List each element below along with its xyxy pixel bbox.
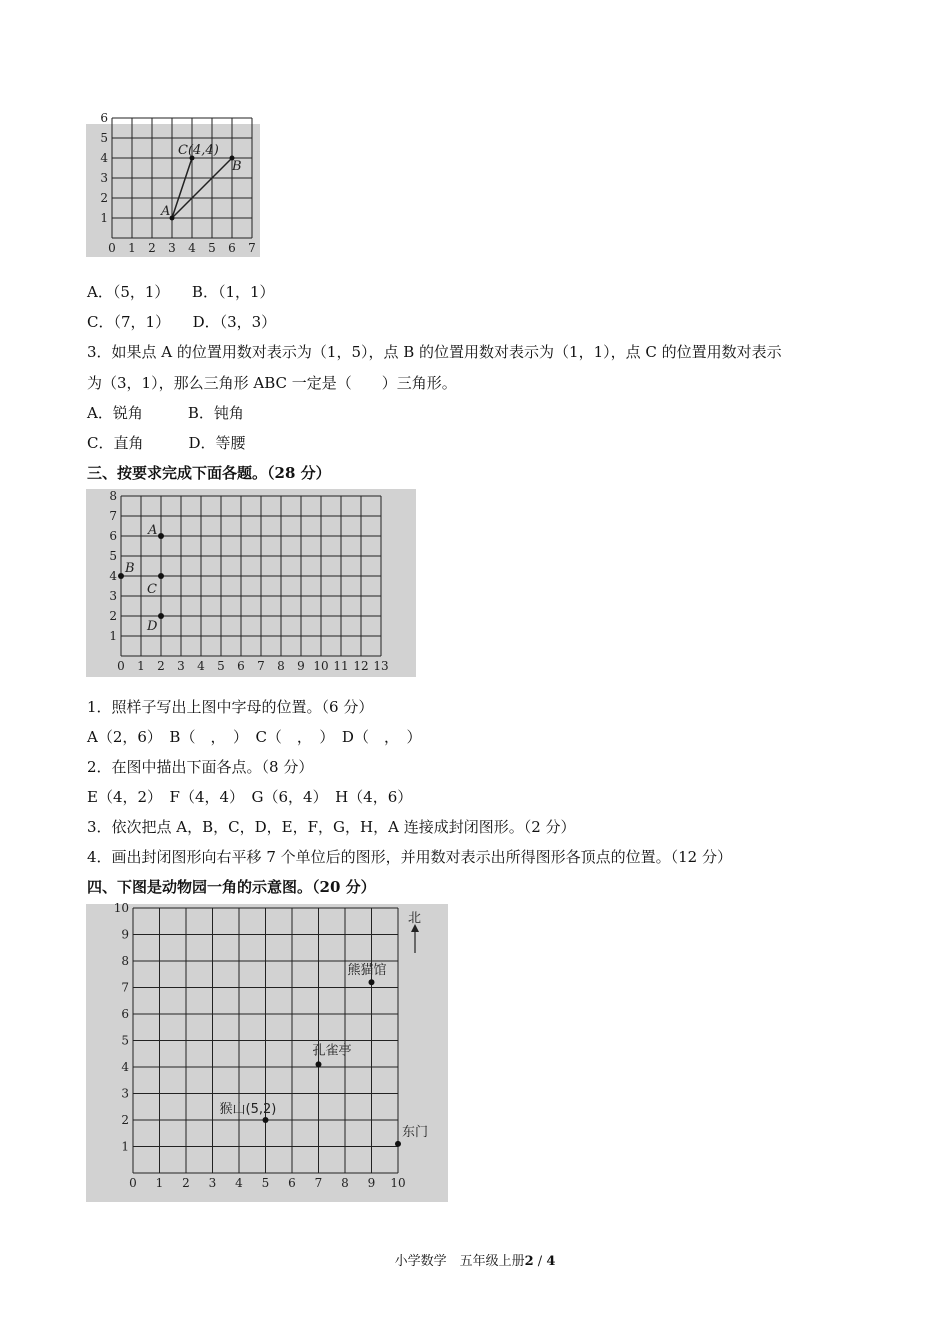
fig3-x-tick: 10 — [390, 1176, 406, 1190]
fig1-x-tick: 3 — [168, 241, 176, 255]
section3-q4: 4．画出封闭图形向右平移 7 个单位后的图形，并用数对表示出所得图形各顶点的位置。（12 分） — [87, 848, 732, 866]
figure3-svg — [86, 901, 448, 1202]
fig1-y-tick: 1 — [100, 211, 108, 225]
fig2-y-tick: 5 — [109, 549, 117, 563]
fig3-y-tick: 4 — [121, 1060, 129, 1074]
fig2-point-C — [158, 573, 164, 579]
section3-q3: 3．依次把点 A，B，C，D，E，F，G，H，A 连接成封闭图形。（2 分） — [87, 818, 576, 836]
figure1-svg — [86, 111, 260, 257]
fig1-segment-AB — [172, 158, 232, 218]
fig2-label-B: B — [125, 561, 135, 576]
fig3-grid — [133, 908, 398, 1173]
fig2-x-tick: 12 — [353, 659, 369, 673]
fig3-y-tick: 6 — [121, 1007, 129, 1021]
fig2-y-tick: 8 — [109, 489, 117, 503]
fig3-point-peacock-pavilion — [316, 1061, 322, 1067]
fig2-y-tick: 1 — [109, 629, 117, 643]
north-label: 北 — [408, 911, 422, 926]
footer-page-sep: / — [533, 1254, 547, 1269]
fig2-x-tick: 13 — [373, 659, 389, 673]
section3-q1: 1．照样子写出上图中字母的位置。（6 分） — [87, 698, 374, 716]
figure-coordinate-triangle — [86, 111, 260, 257]
fig2-point-A — [158, 533, 164, 539]
fig1-y-tick: 6 — [100, 111, 108, 125]
q2-options-row1: A．（5，1） B．（1，1） — [87, 283, 275, 301]
fig2-x-tick: 10 — [313, 659, 329, 673]
section3-q2-points: E（4，2） F（4，4） G（6，4） H（4，6） — [87, 788, 413, 806]
fig1-x-tick: 7 — [248, 241, 256, 255]
q3-stem-line2: 为（3，1），那么三角形 ABC 一定是（ ）三角形。 — [87, 374, 457, 392]
fig1-x-tick: 1 — [128, 241, 136, 255]
fig2-x-tick: 4 — [197, 659, 205, 673]
fig3-x-tick: 2 — [182, 1176, 190, 1190]
fig3-y-tick: 8 — [121, 954, 129, 968]
section3-q1-answer: A（2，6） B（ ， ） C（ ， ） D（ ， ） — [87, 728, 422, 746]
fig1-x-tick: 5 — [208, 241, 216, 255]
fig3-label-east-gate: 东门 — [402, 1124, 429, 1140]
fig3-x-tick: 7 — [314, 1176, 323, 1190]
fig2-x-tick: 3 — [177, 659, 185, 673]
fig3-y-tick: 7 — [121, 980, 129, 995]
fig3-x-tick: 5 — [261, 1176, 270, 1190]
section4-title: 四、下图是动物园一角的示意图。（20 分） — [87, 878, 376, 896]
q3-options-row1: A．锐角 B．钝角 — [87, 404, 244, 422]
fig3-x-tick: 4 — [235, 1176, 243, 1190]
section3-q2: 2．在图中描出下面各点。（8 分） — [87, 758, 314, 776]
fig3-y-tick: 10 — [113, 901, 129, 915]
fig2-y-tick: 6 — [109, 529, 117, 543]
figure2-svg — [86, 489, 416, 677]
fig3-label-peacock-pavilion: 孔雀亭 — [312, 1043, 352, 1059]
fig3-x-tick: 3 — [208, 1176, 217, 1190]
fig3-label-panda-house: 熊猫馆 — [347, 963, 387, 979]
fig2-x-tick: 2 — [157, 659, 165, 673]
q2-options-row2: C．（7，1） D．（3，3） — [87, 313, 277, 331]
fig1-grid — [112, 118, 252, 238]
fig2-x-tick: 1 — [137, 659, 145, 673]
fig1-x-tick: 6 — [228, 241, 236, 255]
fig3-x-tick: 9 — [367, 1176, 376, 1190]
fig3-y-tick: 2 — [121, 1113, 129, 1127]
q3-options-row2: C．直角 D．等腰 — [87, 434, 246, 452]
fig2-label-A: A — [148, 523, 158, 538]
fig2-y-tick: 7 — [109, 509, 117, 523]
fig2-y-tick: 2 — [109, 609, 117, 623]
fig1-label-A: A — [161, 204, 171, 219]
fig2-x-tick: 5 — [217, 659, 225, 673]
q3-stem-line1: 3．如果点 A 的位置用数对表示为（1，5），点 B 的位置用数对表示为（1，1），点 C 的位置用数对表示 — [87, 343, 782, 361]
fig1-x-tick: 2 — [148, 241, 156, 255]
fig1-label-C: C(4,4) — [178, 143, 219, 158]
fig2-x-tick: 6 — [237, 659, 245, 673]
fig2-x-tick: 7 — [257, 659, 265, 673]
fig3-y-tick: 3 — [121, 1086, 129, 1101]
fig2-y-tick: 3 — [109, 589, 117, 603]
fig2-label-C: C — [147, 582, 157, 597]
figure-zoo-map — [86, 901, 448, 1202]
fig2-point-D — [158, 613, 164, 619]
footer-page-total: 4 — [546, 1254, 556, 1269]
fig2-label-D: D — [147, 619, 158, 634]
fig1-y-tick: 5 — [100, 131, 108, 145]
fig1-x-tick: 4 — [188, 241, 196, 255]
footer-title: 小学数学 五年级上册 — [394, 1254, 525, 1269]
section3-title: 三、按要求完成下面各题。（28 分） — [87, 464, 331, 482]
fig1-x-tick: 0 — [108, 241, 116, 255]
fig3-x-tick: 0 — [129, 1176, 137, 1190]
fig3-x-tick: 1 — [155, 1176, 164, 1190]
fig2-x-tick: 0 — [117, 659, 125, 673]
footer-page-current: 2 — [524, 1254, 534, 1269]
fig3-label-monkey-hill: 猴山(5,2) — [219, 1102, 277, 1117]
figure-grid-letters — [86, 489, 416, 677]
fig2-x-tick: 9 — [297, 659, 305, 673]
fig3-point-panda-house — [369, 979, 375, 985]
fig2-x-tick: 8 — [277, 659, 285, 673]
fig3-point-monkey-hill — [263, 1117, 269, 1123]
fig3-y-tick: 1 — [121, 1139, 129, 1154]
fig3-x-tick: 6 — [288, 1176, 296, 1190]
fig3-y-tick: 5 — [121, 1033, 129, 1048]
fig2-x-tick: 11 — [333, 659, 349, 673]
page-footer — [0, 1250, 950, 1269]
fig1-label-B: B — [232, 159, 242, 174]
fig3-y-tick: 9 — [121, 927, 129, 942]
fig2-point-B — [118, 573, 124, 579]
fig1-y-tick: 3 — [100, 171, 108, 185]
fig3-point-east-gate — [395, 1141, 401, 1147]
fig3-x-tick: 8 — [341, 1176, 349, 1190]
fig1-y-tick: 2 — [100, 191, 108, 205]
fig2-y-tick: 4 — [109, 569, 117, 583]
fig1-y-tick: 4 — [100, 151, 108, 165]
